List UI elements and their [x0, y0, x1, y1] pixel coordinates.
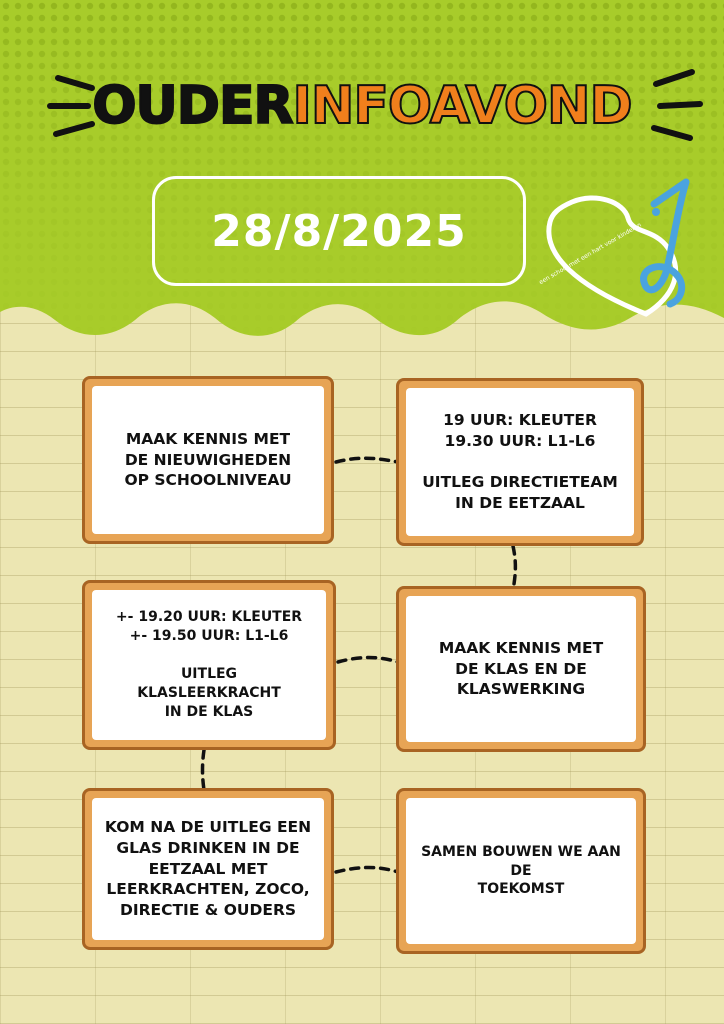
info-card-1	[82, 376, 334, 544]
info-card-4-text: MAAK KENNIS MET DE KLAS EN DE KLASWERKING	[438, 638, 604, 699]
date-badge	[152, 176, 526, 286]
title-word-ouder: OUDER	[92, 76, 293, 136]
logo-tagline: een school met een hart voor kinderen	[538, 221, 643, 287]
info-card-1-text: MAAK KENNIS MET DE NIEUWIGHEDEN OP SCHOOLNIVEAU	[124, 429, 292, 490]
info-card-5-text: KOM NA DE UITLEG EEN GLAS DRINKEN IN DE EETZAAL MET LEERKRACHTEN, ZOCO, DIRECTIE & OUDERS	[104, 817, 312, 920]
info-card-5	[82, 788, 334, 950]
page-title	[0, 76, 724, 136]
info-card-6	[396, 788, 646, 954]
info-card-3	[82, 580, 336, 750]
title-word-infoavond: INFOAVOND	[292, 76, 632, 136]
info-card-2	[396, 378, 644, 546]
event-date: 28/8/2025	[211, 205, 467, 257]
info-card-6-text: SAMEN BOUWEN WE AAN DE TOEKOMST	[421, 843, 621, 898]
info-card-3-text: +- 19.20 UUR: KLEUTER +- 19.50 UUR: L1-L6 UITLEG KLASLEERKRACHT IN DE KLAS	[115, 609, 303, 720]
heart-logo-icon	[536, 178, 716, 328]
info-card-2-text: 19 UUR: KLEUTER 19.30 UUR: L1-L6 UITLEG DIRECTIETEAM IN DE EETZAAL	[422, 410, 618, 513]
school-logo	[536, 178, 716, 328]
info-card-4	[396, 586, 646, 752]
